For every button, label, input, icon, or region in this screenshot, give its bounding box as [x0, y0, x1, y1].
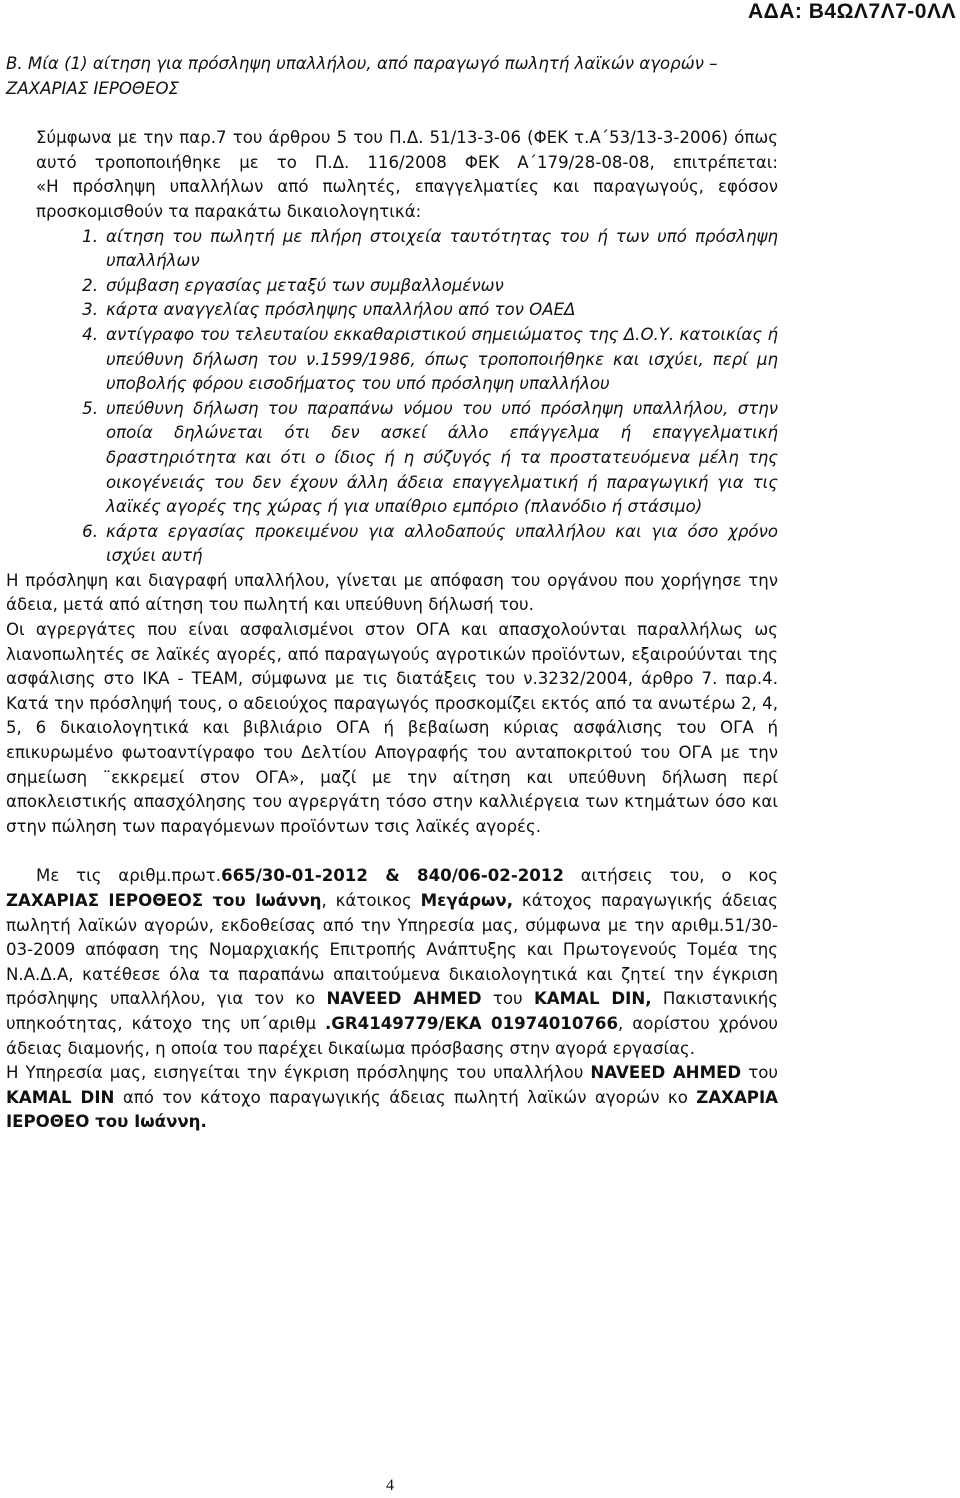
section-title: Β. Μία (1) αίτηση για πρόσληψη υπαλλήλου, από παραγωγό πωλητή λαϊκών αγορών – ΖΑΧΑΡΙΑΣ ΙΕΡΟΘΕΟΣ: [6, 54, 718, 98]
list-item-number: 2.: [82, 275, 98, 295]
text-segment: κάτοχος παραγωγικής άδειας πωλητή λαϊκών αγορών, εκδοθείσας από την Υπηρεσία μας, σύμφωνα με την αριθμ.51/30-03-2009 απόφαση της Νομαρχιακής Επιτροπής Ανάπτυξης και Πρωτογενούς Τομέα της Ν.Α.Δ.Α, κατέθεσε όλα τα παραπάνω απαιτούμενα δικαιολογητικά και ζητεί την έγκριση πρόσληψης υπαλλήλου, για τον κο: [6, 891, 778, 1009]
list-item-text: κάρτα εργασίας προκειμένου για αλλοδαπούς υπαλλήλου και για όσο χρόνο ισχύει αυτή: [106, 521, 778, 566]
text-segment: , κάτοικος: [321, 891, 421, 910]
spacer: [6, 101, 778, 126]
seller-name: ΖΑΧΑΡΙΑ ΙΕΡΟΘΕΟ του Ιωάννη.: [6, 1087, 778, 1132]
list-item: [6, 274, 778, 299]
residence-permit: .GR4149779/ΕΚΑ 01974010766: [324, 1013, 619, 1033]
list-item-number: 4.: [82, 324, 98, 344]
applicant-name: ΖΑΧΑΡΙΑΣ ΙΕΡΟΘΕΟΣ του Ιωάννη: [6, 891, 322, 910]
text-segment: Η Υπηρεσία μας, εισηγείται την έγκριση πρόσληψης του υπαλλήλου: [6, 1063, 591, 1083]
text-segment: Με τις αριθμ.πρωτ.: [36, 866, 222, 886]
recommendation-paragraph: [6, 1061, 778, 1135]
applicant-town: Μεγάρων,: [420, 891, 514, 910]
ada-code: ΑΔΑ: Β4ΩΛ7Λ7-0ΛΛ: [748, 0, 956, 23]
quote-intro: «Η πρόσληψη υπαλλήλων από πωλητές, επαγγελματίες και παραγωγούς, εφόσον προσκομισθούν τα παρακάτω δικαιολογητικά:: [36, 177, 778, 221]
employee-name: NAVEED AHMED: [590, 1063, 742, 1083]
protocol-numbers: 665/30-01-2012 & 840/06-02-2012: [221, 866, 564, 886]
text-segment: του: [741, 1063, 778, 1083]
text-segment: αιτήσεις του, ο κος: [563, 866, 778, 886]
page-number: 4: [386, 1477, 394, 1494]
list-item-number: 1.: [82, 226, 98, 246]
text-segment: , αορίστου χρόνου άδειας διαμονής, η οποία του παρέχει δικαίωμα πρόσβασης στην αγορά εργασίας.: [6, 1013, 778, 1058]
list-item-number: 3.: [82, 300, 98, 320]
text-segment: Πακιστανικής υπηκοότητας, κάτοχο της υπ΄αριθμ: [6, 989, 778, 1033]
legal-basis: Σύμφωνα με την παρ.7 του άρθρου 5 του Π.Δ. 51/13-3-06 (ΦΕΚ τ.Α΄53/13-3-2006) όπως αυτό τροποποιήθηκε με το Π.Δ. 116/2008 ΦΕΚ Α΄179/28-08-08, επιτρέπεται:: [36, 128, 778, 172]
employee-father: KAMAL DIN,: [533, 989, 652, 1009]
list-item-text: αίτηση του πωλητή με πλήρη στοιχεία ταυτότητας του ή των υπό πρόσληψη υπαλλήλων: [106, 226, 778, 271]
text-segment: του: [481, 989, 534, 1009]
list-item-text: κάρτα αναγγελίας πρόσληψης υπαλλήλου από τον ΟΑΕΔ: [106, 300, 576, 320]
list-item-number: 5.: [82, 398, 98, 418]
requirements-list: [6, 225, 778, 569]
oga-paragraph: Οι αγρεργάτες που είναι ασφαλισμένοι στον ΟΓΑ και απασχολούνται παραλλήλως ως λιανοπωλητές σε λαϊκές αγορές, από παραγωγούς αγροτικών προϊόντων, εξαιρούύνται της ασφάλισης στο ΙΚΑ - ΤΕΑΜ, σύμφωνα με τις διατάξεις του ν.3232/2004, άρθρο 7. παρ.4. Κατά την πρόσληψή τους, ο αδειούχος παραγωγός προσκομίζει εκτός από τα ανωτέρω 2, 4, 5, 6 δικαιολογητικά και βιβλιάριο ΟΓΑ ή βεβαίωση κύριας ασφάλισης του ΟΓΑ ή επικυρωμένο φωτοαντίγραφο του Δελτίου Απογραφής του ανταποκριτού του ΟΓΑ με την σημείωση ¨εκκρεμεί στον ΟΓΑ», μαζί με την αίτηση και υπεύθυνη δήλωση περί αποκλειστικής απασχόλησης του αγρεργάτη τόσο στην καλλιέργεια των κτημάτων όσο και στην πώληση των παραγόμενων προϊόντων τσις λαϊκές αγορές.: [6, 620, 778, 836]
hiring-paragraph: Η πρόσληψη και διαγραφή υπαλλήλου, γίνεται με απόφαση του οργάνου που χορήγησε την άδεια, μετά από αίτηση του πωλητή και υπεύθυνη δήλωσή του.: [6, 570, 778, 615]
text-segment: από τον κάτοχο παραγωγικής άδειας πωλητή λαϊκών αγορών κο: [114, 1087, 697, 1107]
list-item: [6, 298, 778, 323]
list-item-text: σύμβαση εργασίας μεταξύ των συμβαλλομένων: [106, 275, 504, 295]
list-item-text: αντίγραφο του τελευταίου εκκαθαριστικού σημειώματος της Δ.Ο.Υ. κατοικίας ή υπεύθυνη δήλωση του ν.1599/1986, όπως τροποποιήθηκε και ισχύει, περί μη υποβολής φόρου εισοδήματος του υπό πρόσληψη υπαλλήλου: [106, 324, 778, 394]
document-body: [6, 52, 778, 1135]
request-paragraph: [6, 864, 778, 1061]
list-item: [6, 225, 778, 274]
spacer: [6, 839, 778, 864]
employee-father: KAMAL DIN: [6, 1087, 115, 1107]
list-item-text: υπεύθυνη δήλωση του παραπάνω νόμου του υπό πρόσληψη υπαλλήλου, στην οποία δηλώνεται ότι δεν ασκεί άλλο επάγγελμα ή επαγγελματική δραστηριότητα και ότι ο ίδιος ή η σύζυγός ή τα προστατευόμενα μέλη της οικογένειάς του δεν έχουν άλλη άδεια επαγγελματική ή παραγωγική για τις λαϊκές αγορές της χώρας ή για υπαίθριο εμπόριο (πλανόδιο ή στάσιμο): [106, 398, 778, 517]
list-item: [6, 397, 778, 520]
list-item-number: 6.: [82, 521, 98, 541]
list-item: [6, 323, 778, 397]
employee-name: NAVEED AHMED: [326, 989, 482, 1009]
list-item: [6, 520, 778, 569]
